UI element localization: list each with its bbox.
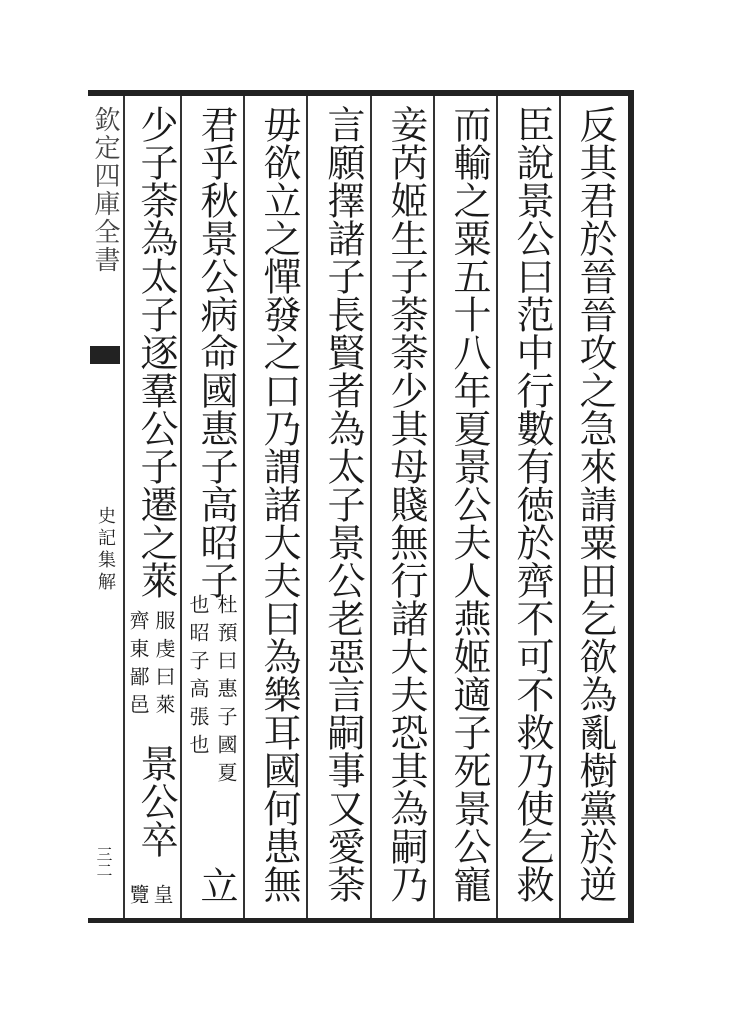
text-column-2: 臣說景公曰范中行數有徳於齊不可不救乃使乞救 [510, 105, 554, 903]
column-rule [306, 96, 308, 918]
text-column-5: 言願擇諸子長賢者為太子景公老惡言嗣事又愛荼 [321, 105, 365, 903]
frame-right-border [628, 90, 634, 923]
column-rule [370, 96, 372, 918]
text-column-6: 毋欲立之憚發之口乃謂諸大夫曰為樂耳國何患無 [257, 105, 301, 903]
fish-tail-mark [90, 346, 120, 364]
spine-book-title: 史記集解 [95, 506, 116, 594]
text-column-7: 君乎秋景公病命國惠子高昭子 [194, 105, 238, 599]
page-spine [88, 96, 123, 918]
annotation-note: 杜預曰惠子國夏 [214, 594, 238, 790]
annotation-note: 覽 [126, 884, 150, 912]
text-column-4: 妾芮姬生子荼荼少其母賤無行諸大夫恐其為嗣乃 [384, 105, 428, 903]
column-rule [123, 96, 125, 918]
annotation-note: 服虔曰萊 [152, 610, 176, 722]
column-rule [243, 96, 245, 918]
annotation-note: 齊東鄙邑 [126, 610, 150, 722]
frame-bottom-border [88, 918, 628, 923]
annotation-note: 也昭子高張也 [186, 594, 210, 762]
text-column-3: 而輸之粟五十八年夏景公夫人燕姬適子死景公寵 [447, 105, 491, 903]
spine-title: 欽定四庫全書 [90, 106, 120, 274]
column-rule [433, 96, 435, 918]
column-rule [559, 96, 561, 918]
frame-top-border [88, 90, 628, 96]
column-rule [180, 96, 182, 918]
spine-page-number: 三二 [94, 846, 113, 878]
column-rule [496, 96, 498, 918]
text-column-1: 反其君於晉晉攻之急來請粟田乞欲為亂樹黨於逆 [573, 105, 617, 903]
text-column-7-tail: 立 [194, 866, 238, 904]
annotation-note: 皇 [150, 884, 174, 912]
text-column-8: 少子荼為太子逐羣公子遷之萊 [134, 105, 178, 599]
text-column-8-mid: 景公卒 [134, 744, 178, 858]
